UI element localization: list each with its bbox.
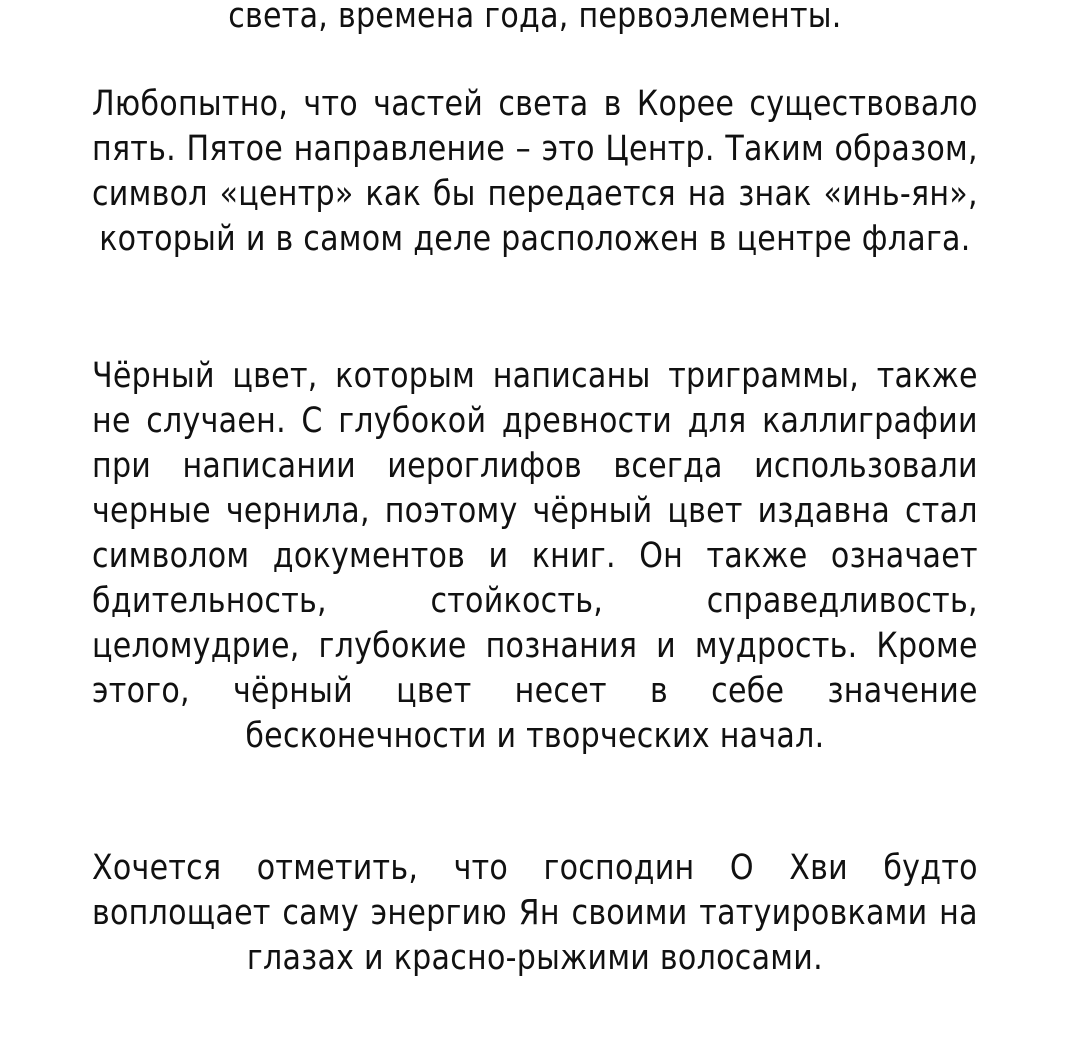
paragraph-five-directions: Любопытно, что частей света в Корее существовало пять. Пятое направление – это Центр. Таким образом, символ «центр» как бы передается на знак «инь-ян», который и в самом деле расположен в центре флага.: [92, 84, 978, 259]
paragraph-o-hwi: Хочется отметить, что господин О Хви будто воплощает саму энергию Ян своими татуировками на глазах и красно-рыжими волосами.: [92, 848, 978, 978]
paragraph-black-color: Чёрный цвет, которым написаны триграммы, также не случаен. С глубокой древности для каллиграфии при написании иероглифов всегда использовали черные чернила, поэтому чёрный цвет издавна стал символом документов и книг. Он также означает бдительность, стойкость, справедливость, целомудрие, глубокие познания и мудрость. Кроме этого, чёрный цвет несет в себе значение бесконечности и творческих начал.: [92, 356, 978, 756]
paragraph-intro-tail: света, времена года, первоэлементы.: [228, 0, 842, 36]
